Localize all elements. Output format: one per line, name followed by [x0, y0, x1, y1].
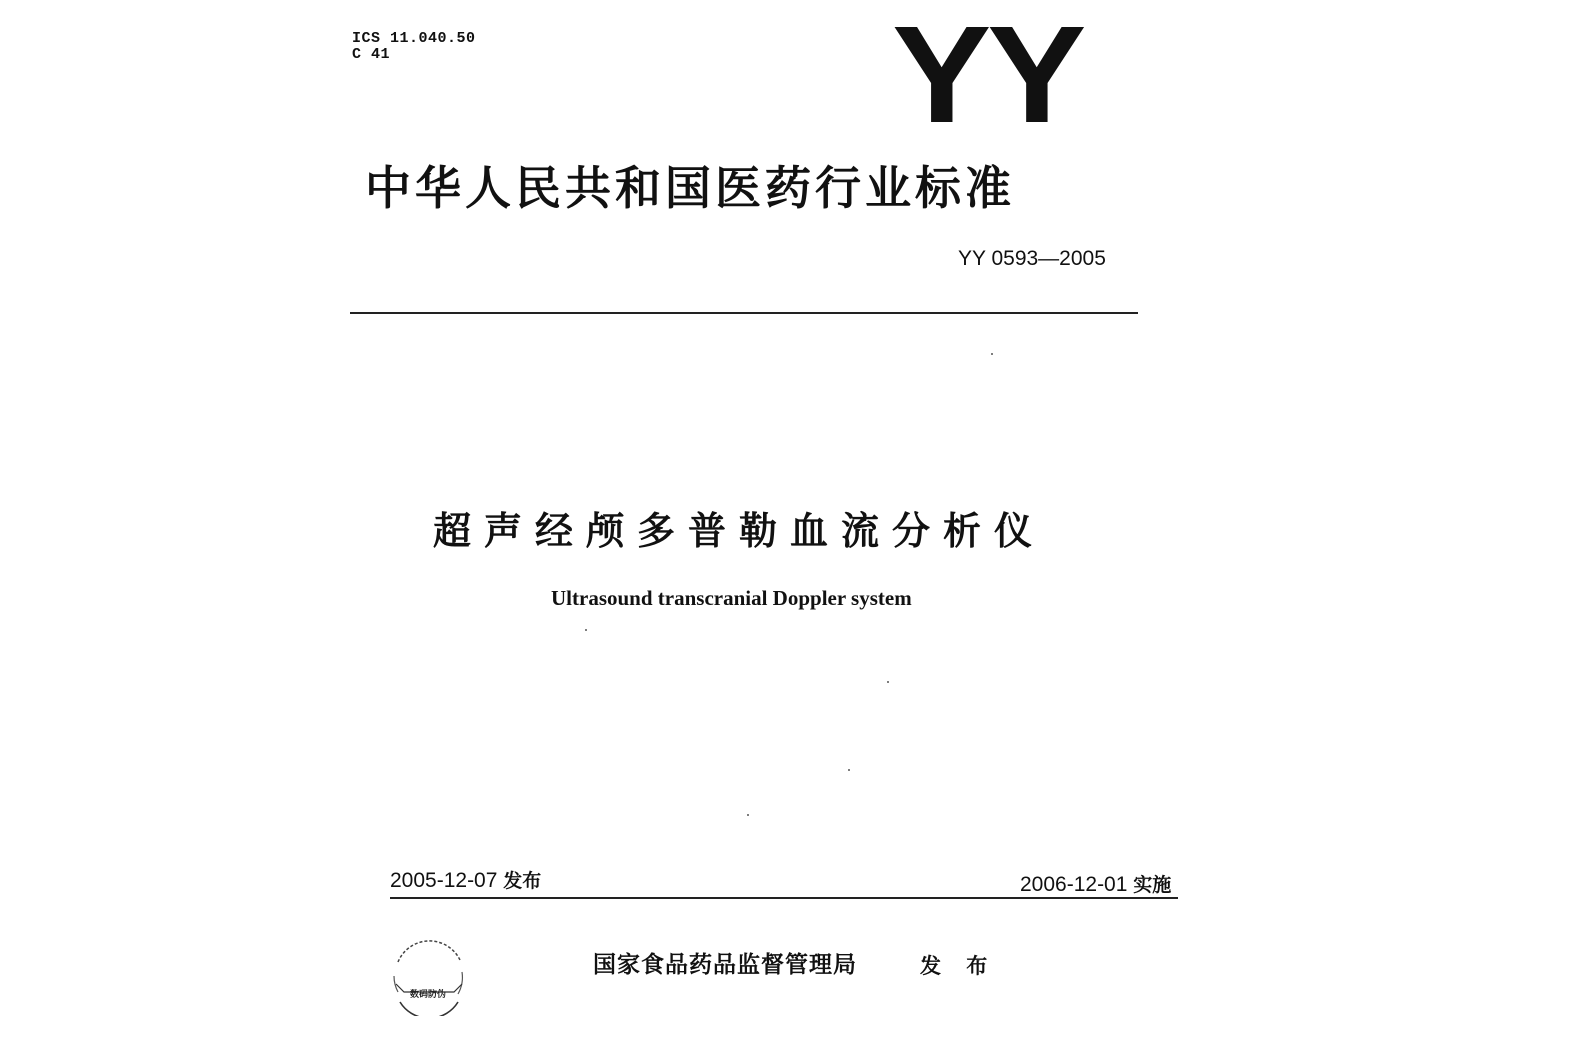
implementation-label: 实施 [1133, 874, 1172, 896]
footer-divider [390, 897, 1178, 899]
issue-date-line [390, 866, 541, 893]
anti-counterfeit-seal-icon [386, 932, 470, 1016]
header-divider [350, 312, 1138, 314]
scan-speck [585, 629, 587, 631]
implementation-date-line [1020, 870, 1171, 897]
document-title-english: Ultrasound transcranial Doppler system [551, 586, 912, 610]
issue-date: 2005-12-07 [390, 869, 498, 892]
svg-text:数码防伪: 数码防伪 [409, 990, 447, 1000]
yy-logo: YY [892, 0, 1083, 152]
scan-speck [848, 769, 850, 771]
standard-number: YY 0593—2005 [958, 247, 1106, 270]
scan-speck [887, 681, 889, 683]
scan-speck [991, 353, 993, 355]
publish-label: 发 布 [920, 954, 997, 978]
ics-code: ICS 11.040.50 [352, 30, 476, 47]
ccs-code: C 41 [352, 46, 391, 63]
document-title-chinese: 超声经颅多普勒血流分析仪 [433, 509, 1046, 553]
implementation-date: 2006-12-01 [1020, 873, 1128, 896]
scan-speck [747, 814, 749, 816]
industry-standard-title: 中华人民共和国医药行业标准 [365, 161, 1015, 215]
issue-label: 发布 [503, 870, 542, 892]
publisher-name: 国家食品药品监督管理局 [593, 952, 857, 978]
